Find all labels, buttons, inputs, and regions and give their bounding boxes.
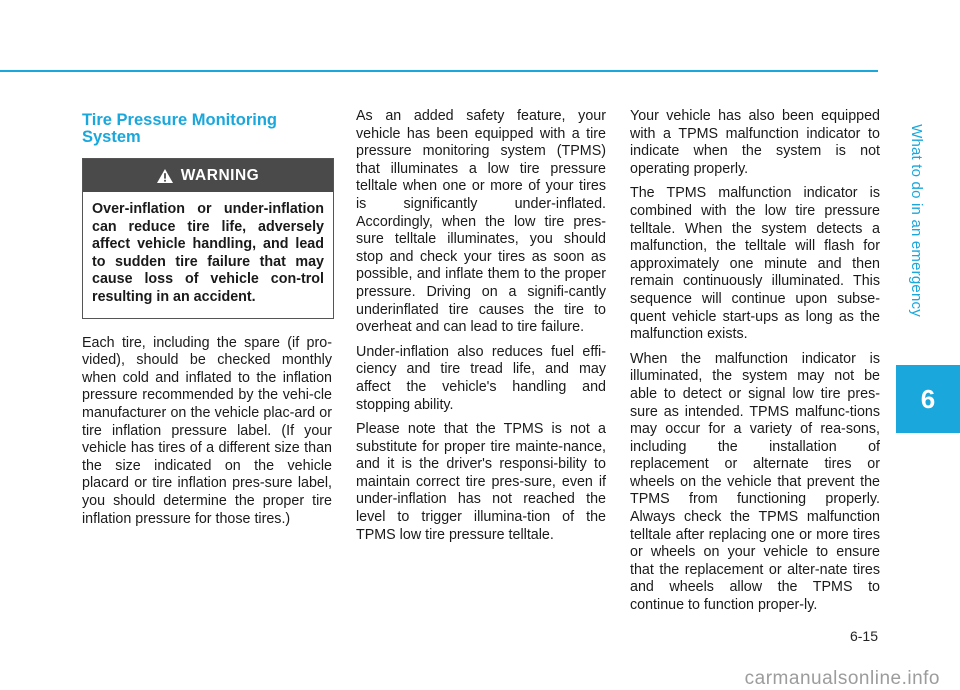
page-number: 6-15 — [849, 628, 878, 644]
chapter-number: 6 — [920, 383, 936, 414]
paragraph: Please note that the TPMS is not a substitute for proper tire mainte-nance, and it is the driver's responsi-bility to maintain correct tire pres-sure, even if under-inflation has not reached the level to trigger illumina-tion of the TPMS low tire pressure telltale. — [356, 421, 606, 543]
chapter-tab — [896, 365, 960, 433]
paragraph: Your vehicle has also been equipped with a TPMS malfunction indicator to indicate when the system is not operating properly. — [630, 108, 880, 177]
chapter-side-label — [889, 60, 943, 380]
paragraph: As an added safety feature, your vehicle has been equipped with a tire pressure monitoring system (TPMS) that illuminates a low tire pressure telltale when one or more of your tires is significantly under-inflated. Accordingly, when the low tire pres-sure telltale illuminates, you should stop and check your tires as soon as possible, and inflate them to the proper pressure. Driving on a signifi-cantly underinflated tire causes the tire to overheat and can lead to tire failure. — [356, 108, 606, 336]
warning-text: Over-inflation or under-inflation can reduce tire life, adversely affect vehicle handling, and lead to sudden tire failure that may cause loss of vehicle con-trol resulting in an accident. — [92, 201, 324, 305]
section-title: Tire Pressure Monitoring System — [82, 111, 277, 146]
warning-header — [83, 159, 333, 192]
warning-triangle-icon — [157, 169, 173, 183]
paragraph: Under-inflation also reduces fuel effi-ciency and tire tread life, and may affect the vehicle's handling and stopping ability. — [356, 343, 606, 413]
warning-box — [82, 158, 334, 319]
column-3 — [630, 108, 880, 622]
chapter-title: What to do in an emergency — [907, 123, 925, 317]
paragraph: Each tire, including the spare (if pro-vided), should be checked monthly when cold and inflated to the inflation pressure recommended by the vehi-cle manufacturer on the vehicle plac-ard or tire inflation pressure label. (If your vehicle has tires of a different size than the size indicated on the vehicle placard or tire inflation pres-sure label, you should determine the proper tire inflation pressure for those tires.) — [82, 334, 332, 527]
column-2 — [356, 108, 606, 551]
warning-label: WARNING — [180, 166, 260, 184]
paragraph: When the malfunction indicator is illuminated, the system may not be able to detect or signal low tire pres-sure as intended. TPMS malfunc-tions may occur for a variety of rea-sons, including the installation of replacement or alternate tires or wheels on the vehicle that prevent the TPMS from functioning properly. Always check the TPMS malfunction telltale after replacing one or more tires or wheels on your vehicle to ensure that the replacement or alter-nate tires and wheels allow the TPMS to continue to function proper-ly. — [630, 350, 880, 614]
watermark: carmanualsonline.info — [744, 668, 940, 689]
paragraph: The TPMS malfunction indicator is combined with the low tire pressure telltale. When the system detects a malfunction, the telltale will flash for approximately one minute and then remain continuously illuminated. This sequence will continue upon subse-quent vehicle start-ups as long as the malfunction exists. — [630, 185, 880, 343]
column-1 — [82, 108, 332, 535]
top-rule — [0, 70, 878, 72]
